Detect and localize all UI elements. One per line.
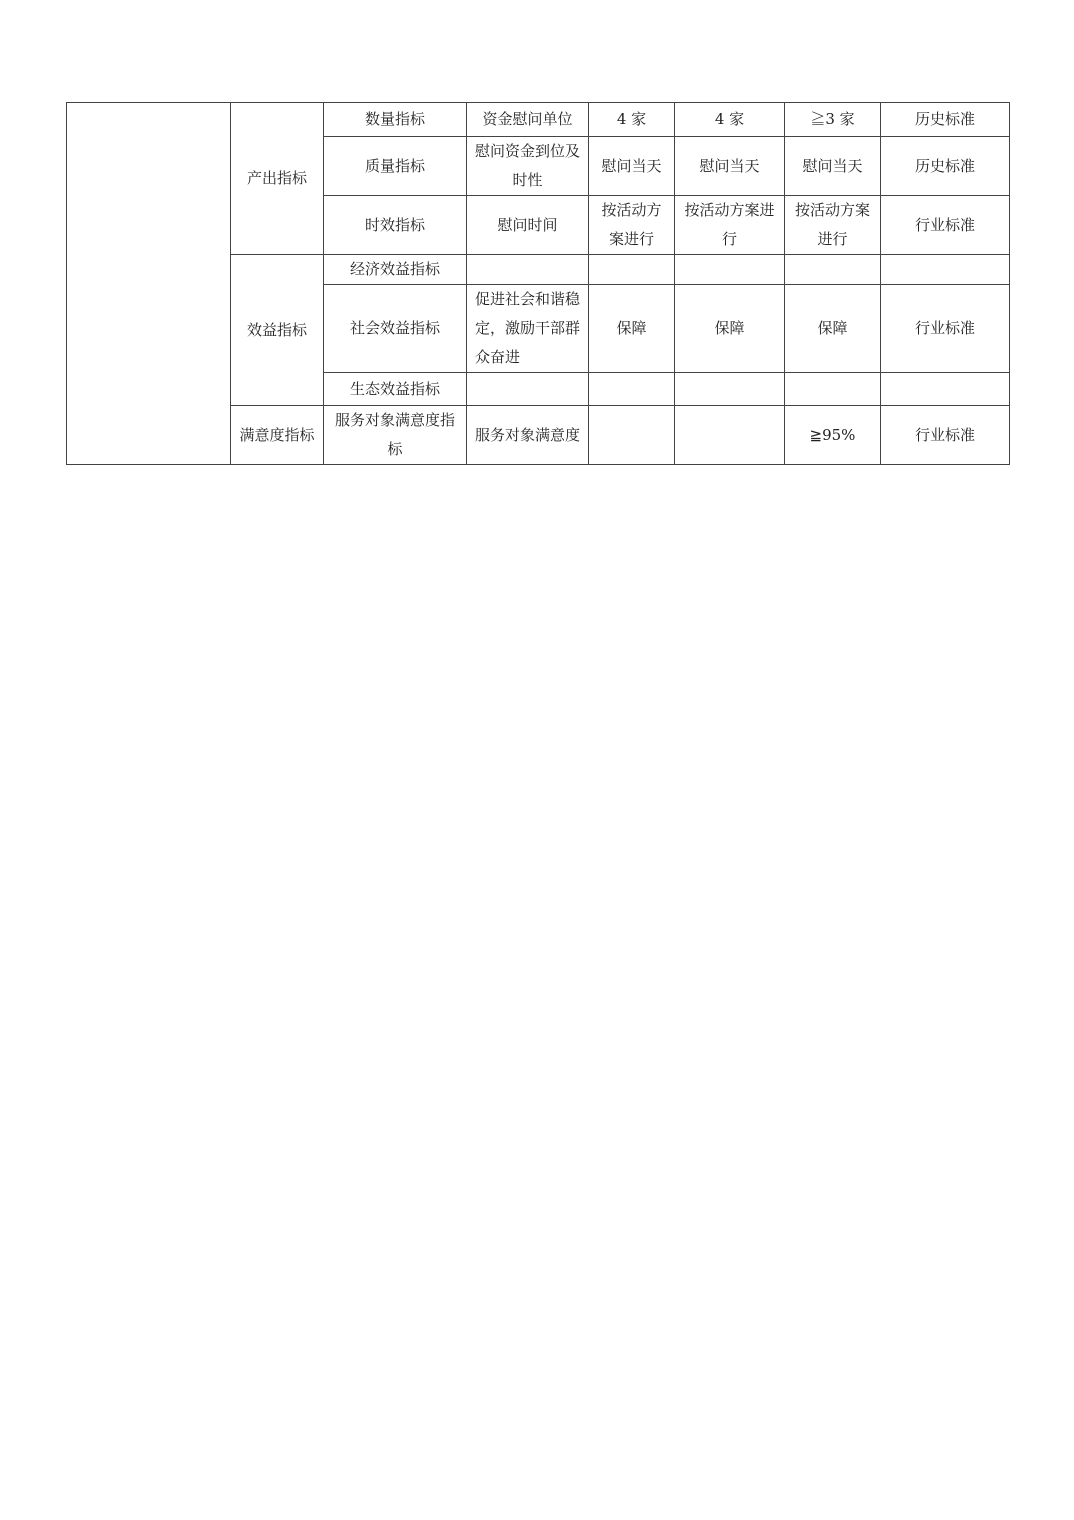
social-standard-cell: 行业标准 <box>881 285 1010 373</box>
quality-indicator-cell: 质量指标 <box>324 137 467 196</box>
quantity-content-cell: 资金慰问单位 <box>467 103 589 137</box>
timeliness-actual-cell: 按活动方案进行 <box>675 196 785 255</box>
quantity-indicator-cell: 数量指标 <box>324 103 467 137</box>
economic-target-cell <box>785 255 881 285</box>
economic-plan-cell <box>589 255 675 285</box>
timeliness-standard-cell: 行业标准 <box>881 196 1010 255</box>
timeliness-indicator-cell: 时效指标 <box>324 196 467 255</box>
economic-standard-cell <box>881 255 1010 285</box>
performance-indicator-table <box>66 102 1010 465</box>
quality-actual-cell: 慰问当天 <box>675 137 785 196</box>
economic-content-cell <box>467 255 589 285</box>
quantity-plan-cell: 4 家 <box>589 103 675 137</box>
ecological-content-cell <box>467 373 589 406</box>
ecological-target-cell <box>785 373 881 406</box>
timeliness-plan-cell: 按活动方案进行 <box>589 196 675 255</box>
social-content-cell: 促进社会和谐稳定，激励干部群众奋进 <box>467 285 589 373</box>
output-indicator-group: 产出指标 <box>231 103 324 255</box>
satisfaction-target-cell: ≧95% <box>785 406 881 465</box>
quality-plan-cell: 慰问当天 <box>589 137 675 196</box>
timeliness-target-cell: 按活动方案进行 <box>785 196 881 255</box>
quantity-target-cell: ≧3 家 <box>785 103 881 137</box>
satisfaction-plan-cell <box>589 406 675 465</box>
satisfaction-indicator-cell: 服务对象满意度指标 <box>324 406 467 465</box>
social-plan-cell: 保障 <box>589 285 675 373</box>
quantity-actual-cell: 4 家 <box>675 103 785 137</box>
satisfaction-content-cell: 服务对象满意度 <box>467 406 589 465</box>
quality-target-cell: 慰问当天 <box>785 137 881 196</box>
satisfaction-actual-cell <box>675 406 785 465</box>
blank-first-column-cell <box>67 103 231 465</box>
satisfaction-standard-cell: 行业标准 <box>881 406 1010 465</box>
timeliness-content-cell: 慰问时间 <box>467 196 589 255</box>
economic-actual-cell <box>675 255 785 285</box>
economic-indicator-cell: 经济效益指标 <box>324 255 467 285</box>
social-actual-cell: 保障 <box>675 285 785 373</box>
social-indicator-cell: 社会效益指标 <box>324 285 467 373</box>
quantity-standard-cell: 历史标准 <box>881 103 1010 137</box>
quality-standard-cell: 历史标准 <box>881 137 1010 196</box>
table-row <box>67 103 1010 137</box>
ecological-actual-cell <box>675 373 785 406</box>
ecological-plan-cell <box>589 373 675 406</box>
social-target-cell: 保障 <box>785 285 881 373</box>
quality-content-cell: 慰问资金到位及时性 <box>467 137 589 196</box>
ecological-indicator-cell: 生态效益指标 <box>324 373 467 406</box>
benefit-indicator-group: 效益指标 <box>231 255 324 406</box>
satisfaction-indicator-group: 满意度指标 <box>231 406 324 465</box>
ecological-standard-cell <box>881 373 1010 406</box>
